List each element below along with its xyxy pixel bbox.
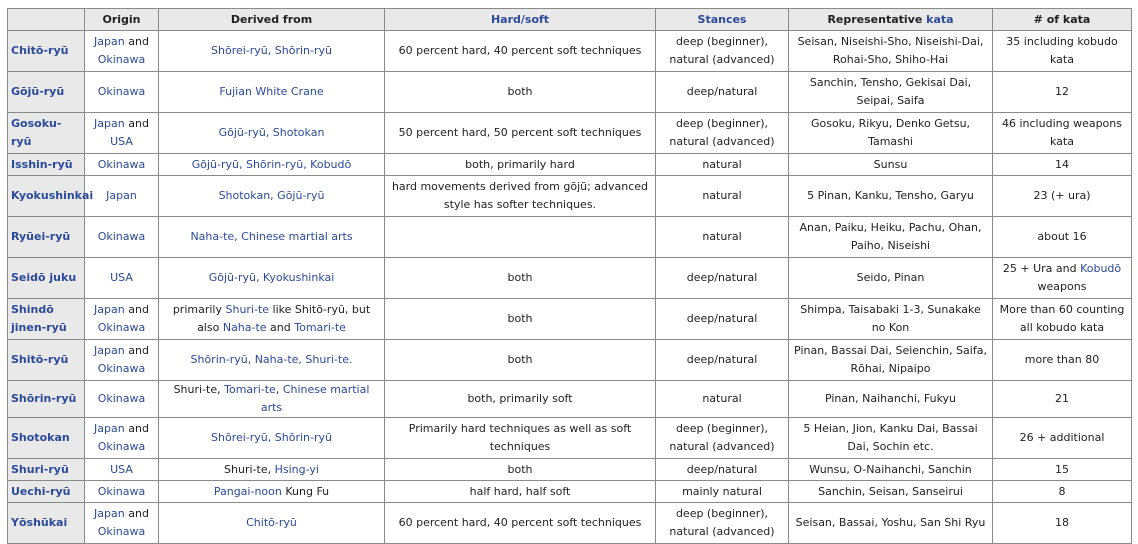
derived-link[interactable]: Naha-te, Chinese martial arts [190, 230, 353, 243]
origin-cell [85, 217, 159, 258]
style-link[interactable]: Chitō-ryū [11, 44, 69, 57]
origin-link[interactable]: Okinawa [97, 362, 146, 375]
style-name-cell [8, 72, 85, 113]
header-stances [656, 9, 789, 31]
representative-kata-cell: Sanchin, Tensho, Gekisai Dai, Seipai, Saifa [789, 72, 993, 113]
representative-kata-cell: Pinan, Bassai Dai, Seienchin, Saifa, Rōhai, Nipaipo [789, 340, 993, 381]
style-name-cell [8, 113, 85, 154]
derived-from-cell [159, 176, 385, 217]
origin-link[interactable]: Okinawa [97, 85, 146, 98]
origin-link[interactable]: Okinawa [97, 484, 146, 498]
origin-link[interactable]: Japan [94, 35, 125, 48]
hard-soft-cell [385, 217, 656, 258]
style-link[interactable]: Gōjū-ryū [11, 85, 65, 98]
representative-kata-cell: Sanchin, Seisan, Sanseirui [789, 481, 993, 503]
derived-from-cell [159, 381, 385, 418]
origin-text: and [124, 344, 149, 357]
table-row [8, 340, 1132, 381]
table-row [8, 381, 1132, 418]
derived-from-cell [159, 418, 385, 459]
style-link[interactable]: Seidō juku [11, 271, 77, 284]
origin-cell [85, 258, 159, 299]
table-row [8, 299, 1132, 340]
style-link[interactable]: Shōrin-ryū [11, 392, 77, 405]
hard-soft-link[interactable]: Hard/soft [490, 12, 550, 26]
stances-cell: deep/natural [656, 340, 789, 381]
derived-text: Shuri-te, [173, 383, 225, 396]
header-kata-count: # of kata [993, 9, 1132, 31]
representative-kata-cell: Sunsu [789, 154, 993, 176]
origin-cell [85, 481, 159, 503]
style-name-cell [8, 258, 85, 299]
origin-link[interactable]: Japan [94, 422, 125, 435]
origin-cell [85, 381, 159, 418]
hard-soft-cell: both, primarily soft [385, 381, 656, 418]
origin-link[interactable]: USA [110, 462, 133, 476]
kata-count-cell: about 16 [993, 217, 1132, 258]
style-link[interactable]: Yōshūkai [11, 516, 68, 529]
stances-cell: mainly natural [656, 481, 789, 503]
karate-styles-table [7, 8, 1132, 544]
stances-cell: deep (beginner), natural (advanced) [656, 113, 789, 154]
derived-link[interactable]: Chitō-ryū [246, 516, 297, 529]
derived-from-cell [159, 154, 385, 176]
header-hard-soft [385, 9, 656, 31]
derived-from-cell [159, 31, 385, 72]
stances-cell: natural [656, 176, 789, 217]
origin-cell [85, 459, 159, 481]
representative-kata-cell: 5 Pinan, Kanku, Tensho, Garyu [789, 176, 993, 217]
style-link[interactable]: Gosoku-ryū [11, 117, 62, 148]
stances-cell: natural [656, 154, 789, 176]
representative-kata-cell: Anan, Paiku, Heiku, Pachu, Ohan, Paiho, Niseishi [789, 217, 993, 258]
style-name-cell [8, 31, 85, 72]
style-link[interactable]: Kyokushinkai [11, 189, 94, 202]
origin-cell [85, 503, 159, 544]
representative-kata-cell: Pinan, Naihanchi, Fukyu [789, 381, 993, 418]
kata-count-cell: 46 including weapons kata [993, 113, 1132, 154]
representative-kata-cell: Seisan, Niseishi-Sho, Niseishi-Dai, Rohai-Sho, Shiho-Hai [789, 31, 993, 72]
style-name-cell [8, 340, 85, 381]
style-name-cell [8, 459, 85, 481]
origin-link[interactable]: Japan [94, 117, 125, 130]
table-row [8, 31, 1132, 72]
origin-cell [85, 154, 159, 176]
origin-link[interactable]: Okinawa [97, 230, 146, 243]
derived-link[interactable]: Tomari-te [224, 383, 276, 396]
style-link[interactable]: Isshin-ryū [11, 157, 73, 171]
header-row [8, 9, 1132, 31]
stances-cell: deep (beginner), natural (advanced) [656, 418, 789, 459]
origin-cell [85, 299, 159, 340]
table-row [8, 418, 1132, 459]
kata-link[interactable]: kata [926, 12, 954, 26]
stances-cell: deep/natural [656, 258, 789, 299]
hard-soft-cell: hard movements derived from gōjū; advanced style has softer techniques. [385, 176, 656, 217]
derived-link[interactable]: Hsing-yi [274, 462, 319, 476]
hard-soft-cell: 50 percent hard, 50 percent soft techniques [385, 113, 656, 154]
kata-count-cell: 21 [993, 381, 1132, 418]
origin-link[interactable]: Okinawa [97, 321, 146, 334]
table-row [8, 503, 1132, 544]
origin-link[interactable]: Okinawa [97, 392, 146, 405]
stances-cell: deep (beginner), natural (advanced) [656, 31, 789, 72]
kata-count-cell: 15 [993, 459, 1132, 481]
kata-count-cell: More than 60 counting all kobudo kata [993, 299, 1132, 340]
stances-cell: deep/natural [656, 72, 789, 113]
table-row [8, 113, 1132, 154]
stances-link[interactable]: Stances [697, 12, 747, 26]
stances-cell: deep/natural [656, 299, 789, 340]
origin-text: and [124, 303, 149, 316]
hard-soft-cell: both [385, 459, 656, 481]
style-link[interactable]: Ryūei-ryū [11, 230, 71, 243]
derived-from-cell [159, 113, 385, 154]
origin-link[interactable]: Okinawa [97, 525, 146, 538]
hard-soft-cell: 60 percent hard, 40 percent soft techniques [385, 503, 656, 544]
style-name-cell [8, 381, 85, 418]
style-link[interactable]: Shitō-ryū [11, 353, 69, 366]
origin-cell [85, 31, 159, 72]
representative-kata-cell: 5 Heian, Jion, Kanku Dai, Bassai Dai, Sochin etc. [789, 418, 993, 459]
origin-cell [85, 72, 159, 113]
origin-link[interactable]: Okinawa [97, 157, 146, 171]
style-name-cell [8, 176, 94, 217]
representative-kata-cell: Seido, Pinan [789, 258, 993, 299]
derived-from-cell [159, 299, 385, 340]
origin-link[interactable]: Japan [94, 303, 125, 316]
derived-link[interactable]: Gōjū-ryū, Kyokushinkai [208, 271, 335, 284]
derived-link[interactable]: Chinese martial arts [260, 383, 370, 414]
style-name-cell [8, 481, 85, 503]
derived-link[interactable]: Tomari-te [294, 321, 346, 334]
derived-from-cell [159, 72, 385, 113]
table-row [8, 72, 1132, 113]
hard-soft-cell: Primarily hard techniques as well as soft techniques [385, 418, 656, 459]
origin-link[interactable]: Japan [106, 189, 137, 202]
derived-from-cell [159, 217, 385, 258]
representative-kata-cell: Wunsu, O-Naihanchi, Sanchin [789, 459, 993, 481]
derived-text: Shuri-te, [224, 462, 275, 476]
table-row [8, 176, 1132, 217]
style-link[interactable]: Uechi-ryū [11, 484, 71, 498]
header-style [8, 9, 85, 31]
derived-link[interactable]: Fujian White Crane [219, 85, 324, 98]
derived-link[interactable]: Gōjū-ryū, Shōrin-ryū, Kobudō [191, 157, 352, 171]
hard-soft-cell: both [385, 258, 656, 299]
table-row [8, 217, 1132, 258]
stances-cell: deep/natural [656, 459, 789, 481]
origin-link[interactable]: Japan [94, 507, 125, 520]
stances-cell: natural [656, 381, 789, 418]
hard-soft-cell: both, primarily hard [385, 154, 656, 176]
derived-link[interactable]: Shōrin-ryū, Naha-te, Shuri-te. [190, 353, 353, 366]
derived-link[interactable]: Shotokan, Gōjū-ryū [218, 189, 325, 202]
kobudo-link[interactable]: Kobudō [1080, 262, 1122, 275]
origin-cell [85, 340, 159, 381]
derived-text: like Shitō-ryū, but also [197, 303, 371, 334]
kata-count-cell: 23 (+ ura) [993, 176, 1132, 217]
origin-link[interactable]: Japan [94, 344, 125, 357]
kata-count-cell: 35 including kobudo kata [993, 31, 1132, 72]
derived-from-cell [159, 258, 385, 299]
derived-text: Kung Fu [281, 484, 330, 498]
style-name-cell [8, 418, 85, 459]
origin-link[interactable]: Okinawa [97, 53, 146, 66]
hard-soft-cell: half hard, half soft [385, 481, 656, 503]
derived-text: , [275, 383, 283, 396]
derived-link[interactable]: Shōrei-ryū, Shōrin-ryū [211, 44, 332, 57]
derived-link[interactable]: Shuri-te [225, 303, 270, 316]
kata-count-cell: more than 80 [993, 340, 1132, 381]
kata-count-cell: 12 [993, 72, 1132, 113]
derived-from-cell [159, 340, 385, 381]
table-row [8, 258, 1132, 299]
style-link[interactable]: Shindō jinen-ryū [11, 303, 67, 334]
style-link[interactable]: Shuri-ryū [11, 462, 69, 476]
derived-from-cell [159, 459, 385, 481]
derived-link[interactable]: Naha-te [222, 321, 267, 334]
derived-link[interactable]: Shōrei-ryū, Shōrin-ryū [211, 431, 332, 444]
style-link[interactable]: Shotokan [11, 431, 70, 444]
count-text: 25 + Ura and [1002, 262, 1081, 275]
style-name-cell [8, 299, 85, 340]
kata-count-cell: 26 + additional [993, 418, 1132, 459]
hard-soft-cell: both [385, 72, 656, 113]
stances-cell: deep (beginner), natural (advanced) [656, 503, 789, 544]
representative-kata-cell: Gosoku, Rikyu, Denko Getsu, Tamashi [789, 113, 993, 154]
origin-link[interactable]: USA [110, 271, 133, 284]
header-representative-kata: Representative kata [789, 9, 993, 31]
origin-link[interactable]: Okinawa [97, 440, 146, 453]
header-origin: Origin [85, 9, 159, 31]
derived-text: primarily [172, 303, 226, 316]
origin-text: and [124, 117, 149, 130]
hard-soft-cell: both [385, 340, 656, 381]
origin-text: and [124, 507, 149, 520]
derived-link[interactable]: Gōjū-ryū, Shotokan [218, 126, 325, 139]
derived-link[interactable]: Pangai-noon [213, 484, 282, 498]
table-row [8, 459, 1132, 481]
style-name-cell [8, 154, 85, 176]
count-text: weapons [1037, 280, 1087, 293]
representative-kata-cell: Shimpa, Taisabaki 1-3, Sunakake no Kon [789, 299, 993, 340]
derived-from-cell [159, 481, 385, 503]
kata-count-cell: 14 [993, 154, 1132, 176]
origin-text: and [124, 422, 149, 435]
derived-from-cell [159, 503, 385, 544]
style-name-cell [8, 503, 85, 544]
origin-link[interactable]: USA [110, 135, 133, 148]
header-derived-from: Derived from [159, 9, 385, 31]
table-row [8, 154, 1132, 176]
kata-count-cell: 18 [993, 503, 1132, 544]
hard-soft-cell: 60 percent hard, 40 percent soft techniques [385, 31, 656, 72]
derived-text: and [266, 321, 295, 334]
origin-text: and [124, 35, 149, 48]
style-name-cell [8, 217, 85, 258]
origin-cell [85, 176, 159, 217]
origin-cell [85, 418, 159, 459]
origin-cell [85, 113, 159, 154]
kata-count-cell: 8 [993, 481, 1132, 503]
hard-soft-cell: both [385, 299, 656, 340]
table-row [8, 481, 1132, 503]
kata-count-cell [993, 258, 1132, 299]
representative-kata-cell: Seisan, Bassai, Yoshu, San Shi Ryu [789, 503, 993, 544]
stances-cell: natural [656, 217, 789, 258]
